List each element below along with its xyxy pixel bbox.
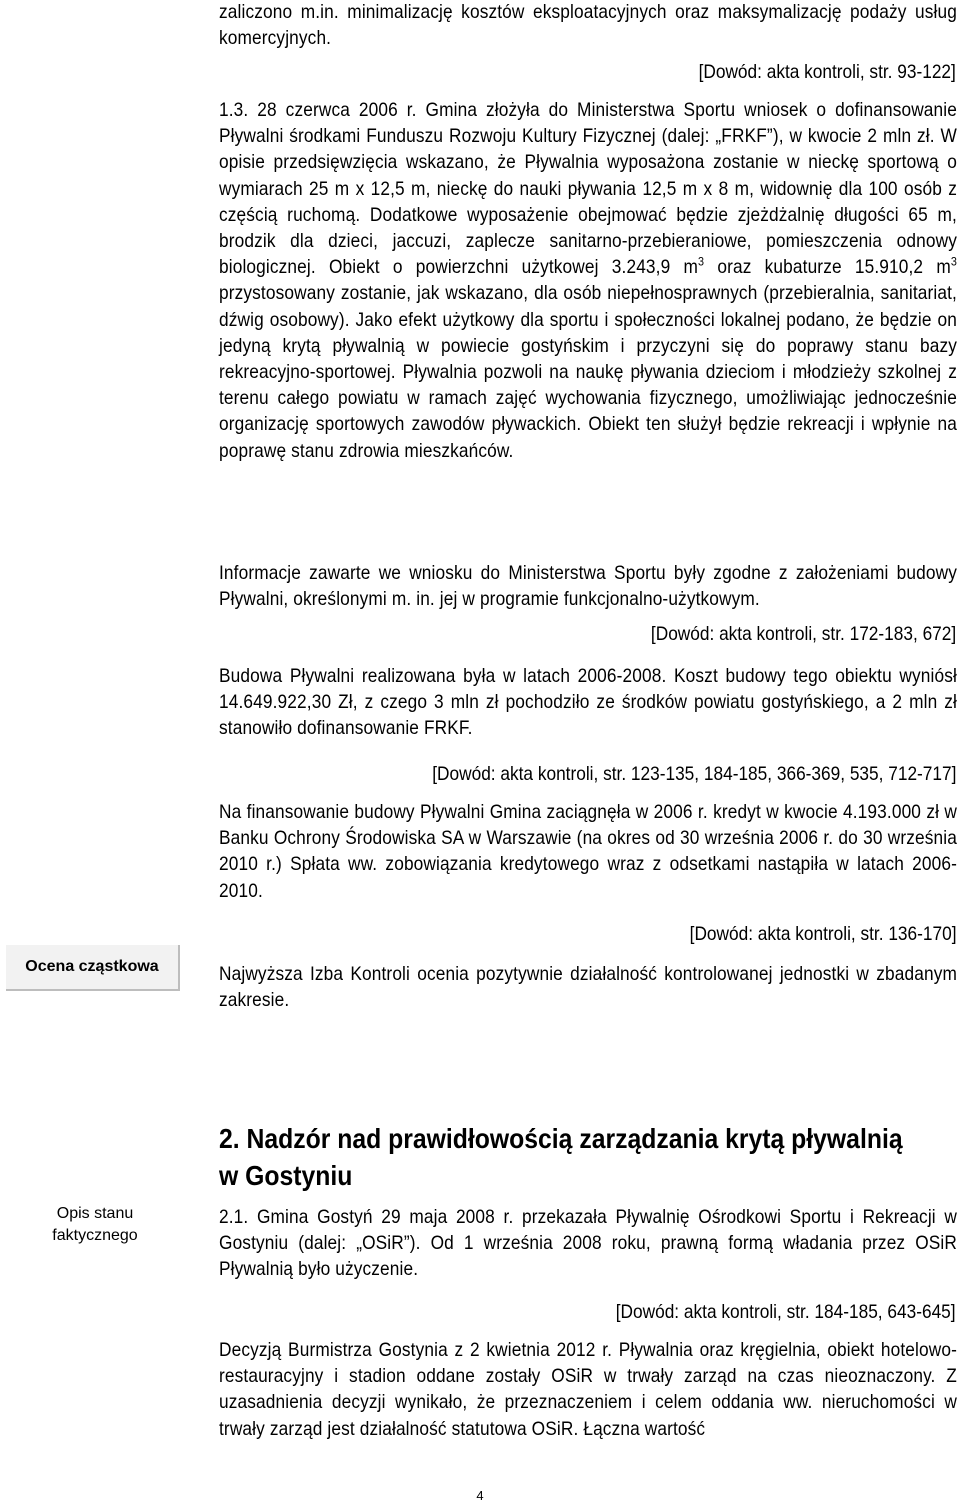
paragraph-text: oraz kubaturze 15.910,2 m — [704, 257, 951, 279]
evidence-reference: [Dowód: akta kontroli, str. 93-122] — [698, 62, 956, 83]
evidence-reference: [Dowód: akta kontroli, str. 123-135, 184-185, 366-369, 535, 712-717] — [431, 764, 956, 785]
superscript: 3 — [950, 254, 957, 269]
paragraph-text: przystosowany zostanie, jak wskazano, dla osób niepełnosprawnych (przebieralnia, sanitariat, dźwig osobowy). Jako efekt użytkowy dla sportu i społeczności lokalnej podano, że będzie on jedyną krytą pływalnią w powiecie gostyńskim i przyczyni się do poprawy stanu bazy rekreacyjno-sportowej. Pływalnia pozwoli na naukę pływania dzieciom i młodzieży szkolnej z terenu całego powiatu w ramach zajęć wychowania fizycznego, umożliwiając jednocześnie organizację sportowych zawodów pływackich. Obiekt ten służył będzie rekreacji i wpłynie na poprawę stanu zdrowia mieszkańców. — [219, 283, 957, 462]
section-heading — [219, 1120, 957, 1194]
side-label-line: Opis stanu — [56, 1205, 134, 1222]
page-number: 4 — [476, 1488, 484, 1503]
section-heading-line: 2. Nadzór nad prawidłowością zarządzania krytą pływalnią — [219, 1123, 903, 1154]
side-label-opis-stanu — [16, 1203, 174, 1247]
continuation-paragraph: zaliczono m.in. minimalizację kosztów eksploatacyjnych oraz maksymalizację podaży usług komercyjnych. — [219, 2, 957, 50]
paragraph-2-1: 2.1. Gmina Gostyń 29 maja 2008 r. przekazała Pływalnię Ośrodkowi Sportu i Rekreacji w Gostyniu (dalej: „OSiR”). Od 1 września 2008 roku, prawną formą władania przez OSiR Pływalnią było użyczenie. — [219, 1207, 957, 1281]
paragraph-informacje: Informacje zawarte we wniosku do Ministerstwa Sportu były zgodne z założeniami budowy Pływalni, określonymi m. in. jej w programie funkcjonalno-użytkowym. — [219, 563, 957, 611]
superscript: 3 — [698, 254, 705, 269]
paragraph-ocena: Najwyższa Izba Kontroli ocenia pozytywnie działalność kontrolowanej jednostki w zbadanym zakresie. — [219, 964, 957, 1012]
evidence-reference: [Dowód: akta kontroli, str. 184-185, 643-645] — [616, 1302, 956, 1323]
paragraph-kredyt: Na finansowanie budowy Pływalni Gmina zaciągnęła w 2006 r. kredyt w kwocie 4.193.000 zł w Banku Ochrony Środowiska SA w Warszawie (na okres od 30 września 2006 r. do 30 września 2010 r.) Spłata ww. zobowiązania kredytowego wraz z odsetkami nastąpiła w latach 2006-2010. — [219, 802, 957, 902]
evidence-reference: [Dowód: akta kontroli, str. 136-170] — [689, 924, 956, 945]
paragraph-1-3 — [219, 98, 957, 465]
section-heading-line: w Gostyniu — [219, 1160, 353, 1191]
side-label-line: faktycznego — [52, 1227, 138, 1244]
evidence-reference: [Dowód: akta kontroli, str. 172-183, 672] — [650, 624, 956, 645]
paragraph-decyzja: Decyzją Burmistrza Gostynia z 2 kwietnia 2012 r. Pływalnia oraz kręgielnia, obiekt hotelowo-restauracyjny i stadion oddane zostały OSiR w trwały zarząd na czas nieoznaczony. Z uzasadnienia decyzji wynikało, że przeznaczeniem i celem oddania ww. nieruchomości w trwały zarząd jest działalność statutowa OSiR. Łączna wartość — [219, 1340, 957, 1440]
paragraph-budowa: Budowa Pływalni realizowana była w latach 2006-2008. Koszt budowy tego obiektu wyniósł 14.649.922,30 Zł, z czego 3 mln zł pochodziło ze środków powiatu gostyńskiego, a 2 mln zł stanowiło dofinansowanie FRKF. — [219, 666, 957, 740]
paragraph-text: 1.3. 28 czerwca 2006 r. Gmina złożyła do Ministerstwa Sportu wniosek o dofinansowanie Pływalni środkami Funduszu Rozwoju Kultury Fizycznej (dalej: „FRKF”), w kwocie 2 mln zł. W opisie przedsięwzięcia wskazano, że Pływalnia wyposażona zostanie w nieckę sportową o wymiarach 25 m x 12,5 m, nieckę do nauki pływania 12,5 m x 8 m, widownię dla 100 osób z częścią ruchomą. Dodatkowe wyposażenie obejmować będzie zjeżdżalnię długości 65 m, brodzik dla dzieci, jaccuzi, zaplecze sanitarno-przebieraniowe, pomieszczenia odnowy biologicznej. Obiekt o powierzchni użytkowej 3.243,9 m — [219, 100, 957, 279]
side-label-ocena-czastkowa: Ocena cząstkowa — [6, 945, 180, 991]
